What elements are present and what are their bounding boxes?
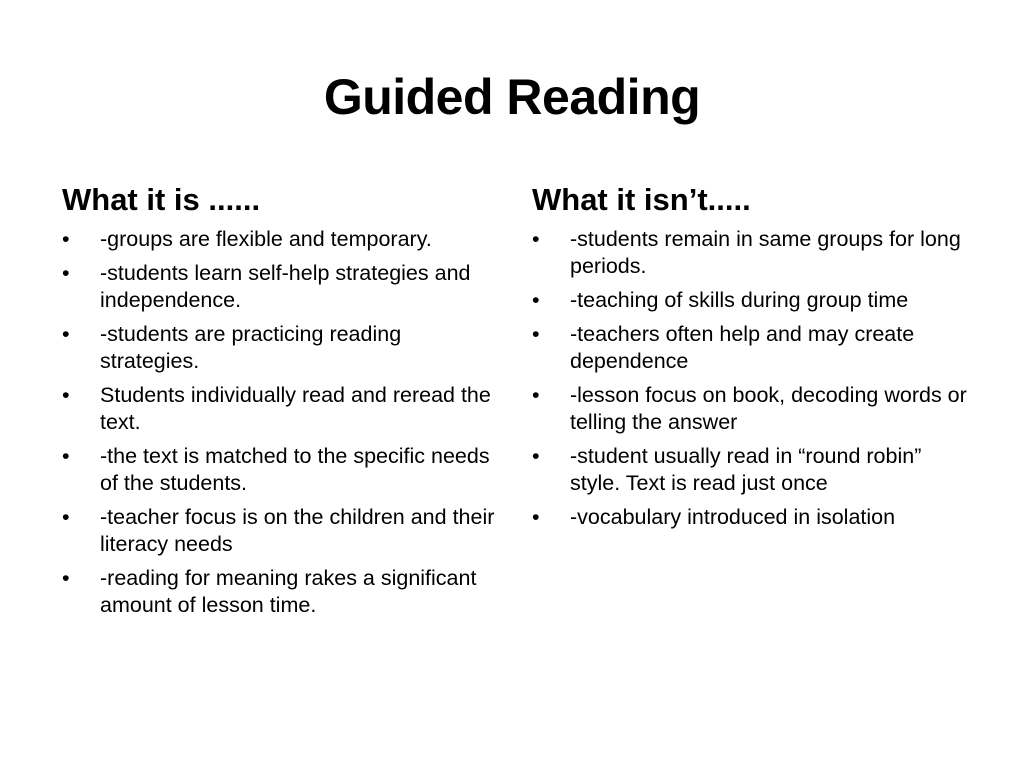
- list-item-text: -students learn self-help strategies and independence.: [100, 261, 471, 312]
- bullet-icon: •: [62, 322, 70, 346]
- list-item: [62, 260, 502, 314]
- list-item-text: -student usually read in “round robin” style. Text is read just once: [570, 444, 922, 495]
- left-bullet-list: [62, 226, 502, 619]
- bullet-icon: •: [62, 566, 70, 590]
- list-item-text: -students are practicing reading strategies.: [100, 322, 402, 373]
- bullet-icon: •: [62, 227, 70, 251]
- list-item: [532, 226, 972, 280]
- right-bullet-list: [532, 226, 972, 531]
- list-item-text: -teachers often help and may create dependence: [570, 322, 915, 373]
- list-item: [532, 504, 972, 531]
- list-item-text: -students remain in same groups for long periods.: [570, 227, 961, 278]
- list-item: [532, 382, 972, 436]
- list-item: [532, 287, 972, 314]
- list-item: [62, 382, 502, 436]
- list-item: [62, 443, 502, 497]
- bullet-icon: •: [532, 288, 540, 312]
- bullet-icon: •: [62, 261, 70, 285]
- list-item-text: -reading for meaning rakes a significant amount of lesson time.: [100, 566, 477, 617]
- left-column: [62, 178, 502, 626]
- right-column-heading: What it isn’t.....: [532, 182, 751, 217]
- list-item-text: -vocabulary introduced in isolation: [570, 505, 896, 529]
- bullet-icon: •: [532, 227, 540, 251]
- bullet-icon: •: [62, 444, 70, 468]
- bullet-icon: •: [532, 322, 540, 346]
- bullet-icon: •: [532, 444, 540, 468]
- list-item-text: Students individually read and reread the text.: [100, 383, 491, 434]
- list-item: [532, 443, 972, 497]
- list-item: [62, 504, 502, 558]
- bullet-icon: •: [62, 383, 70, 407]
- slide-title: Guided Reading: [323, 69, 701, 125]
- bullet-icon: •: [62, 505, 70, 529]
- list-item-text: -the text is matched to the specific needs of the students.: [100, 444, 490, 495]
- bullet-icon: •: [532, 505, 540, 529]
- list-item: [532, 321, 972, 375]
- bullet-icon: •: [532, 383, 540, 407]
- list-item-text: -lesson focus on book, decoding words or telling the answer: [570, 383, 967, 434]
- list-item-text: -teaching of skills during group time: [570, 288, 909, 312]
- right-column: [532, 178, 972, 538]
- list-item: [62, 226, 502, 253]
- list-item: [62, 321, 502, 375]
- list-item-text: -groups are flexible and temporary.: [100, 227, 432, 251]
- left-column-heading: What it is ......: [62, 182, 261, 217]
- list-item: [62, 565, 502, 619]
- list-item-text: -teacher focus is on the children and their literacy needs: [100, 505, 495, 556]
